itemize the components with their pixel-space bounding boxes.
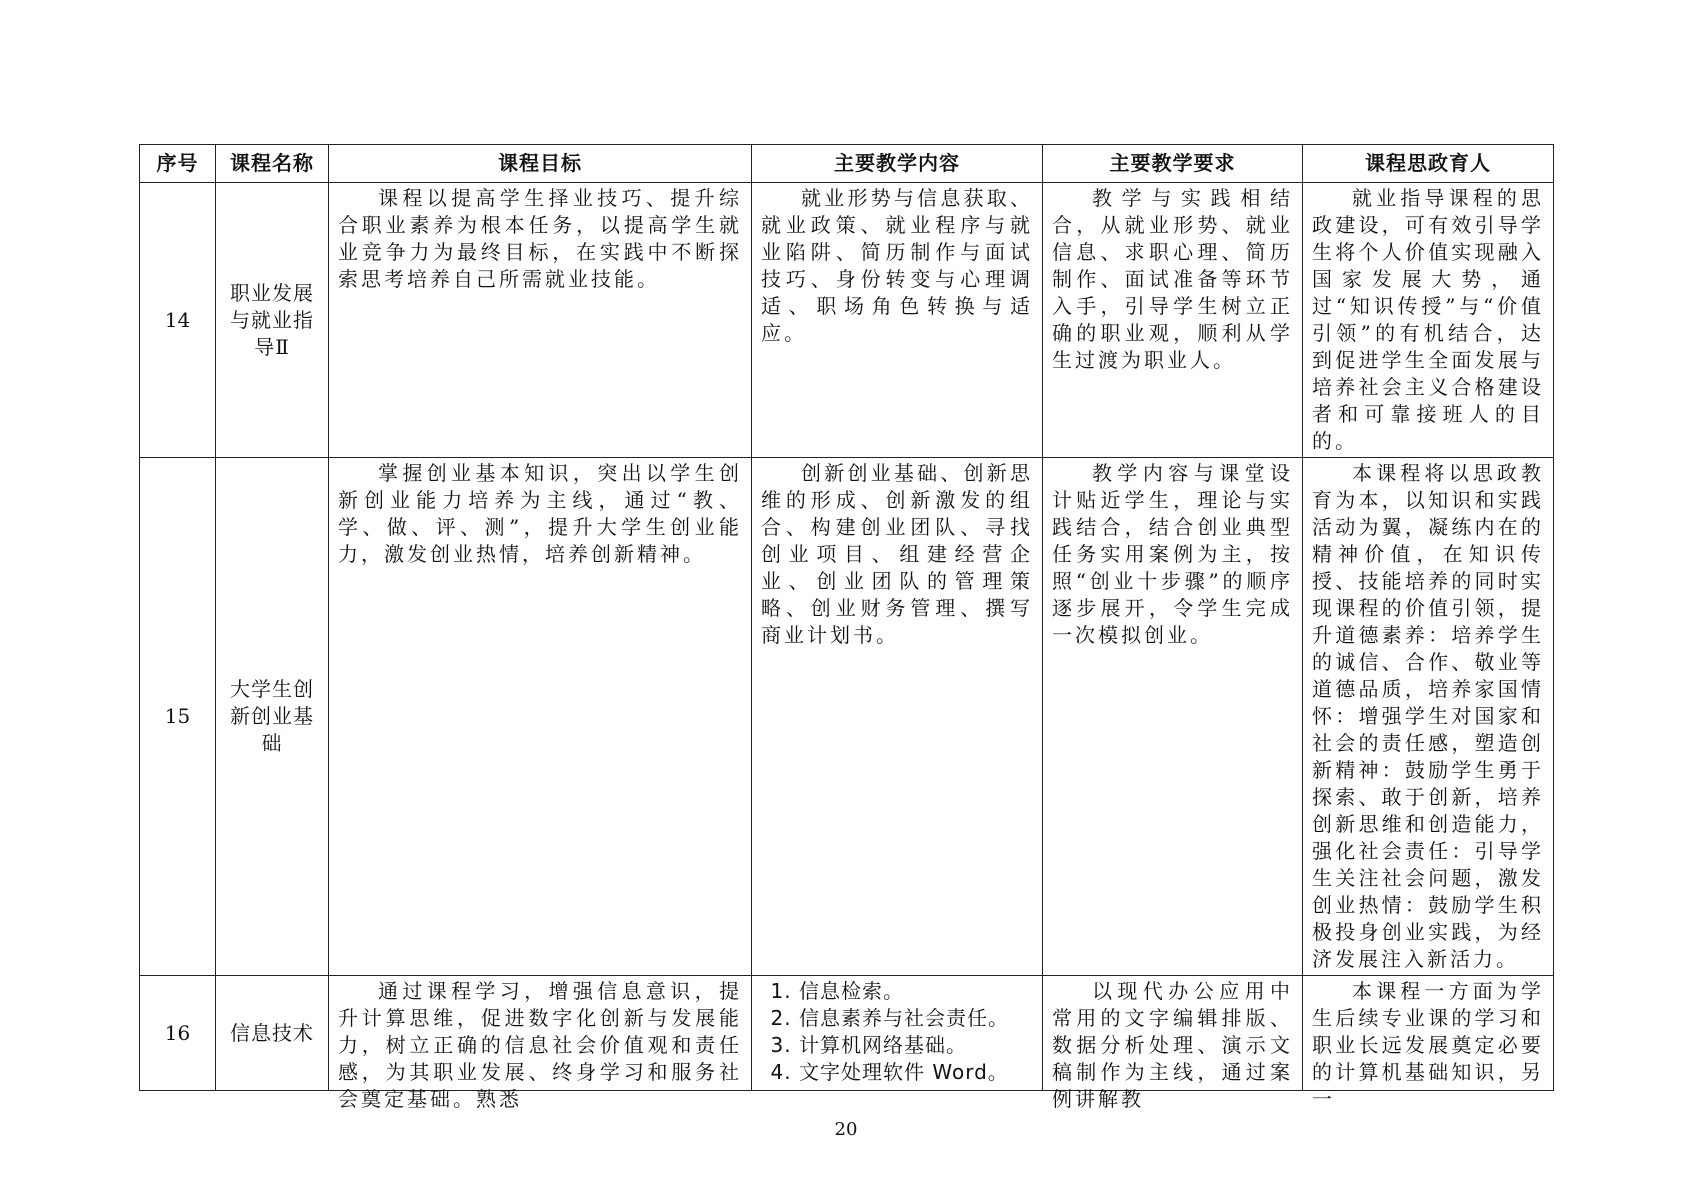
document-sheet: [139, 144, 1553, 1141]
header-num: 序号: [140, 145, 216, 183]
list-item: 2. 信息素养与社会责任。: [799, 1005, 1033, 1032]
course-name: 大学生创新创业基础: [216, 458, 329, 976]
course-name: 信息技术: [216, 976, 329, 1091]
header-goal: 课程目标: [329, 145, 752, 183]
course-goal-cell: [329, 976, 752, 1111]
course-ideology: 本课程将以思政教育为本，以知识和实践活动为翼，凝练内在的精神价值，在知识传授、技能培养的同时实现课程的价值引领，提升道德素养：培养学生的诚信、合作、敬业等道德品质，培养家国情怀：增强学生对国家和社会的责任感，塑造创新精神：鼓励学生勇于探索、敢于创新，培养创新思维和创造能力，强化社会责任：引导学生关注社会问题，激发创业热情：鼓励学生积极投身创业实践，为经济发展注入新活力。: [1303, 458, 1554, 976]
header-name: 课程名称: [216, 145, 329, 183]
table-row: [140, 458, 1554, 976]
table-row: [140, 183, 1554, 458]
course-goal: 掌握创业基本知识，突出以学生创新创业能力培养为主线，通过“教、学、做、评、测”，提升大学生创业能力，激发创业热情，培养创新精神。: [329, 458, 752, 976]
page-number: 20: [834, 1119, 858, 1140]
row-num: 15: [140, 458, 216, 976]
course-name: 职业发展与就业指导Ⅱ: [216, 183, 329, 458]
course-goal: 课程以提高学生择业技巧、提升综合职业素养为根本任务，以提高学生就业竞争力为最终目标，在实践中不断探索思考培养自己所需就业技能。: [329, 183, 752, 458]
course-table: [139, 144, 1554, 1111]
course-content: 创新创业基础、创新思维的形成、创新激发的组合、构建创业团队、寻找创业项目、组建经营企业、创业团队的管理策略、创业财务管理、撰写商业计划书。: [752, 458, 1043, 976]
header-content: 主要教学内容: [752, 145, 1043, 183]
course-ideology-cell: [1303, 976, 1554, 1111]
list-item: 4. 文字处理软件 Word。: [799, 1059, 1033, 1086]
course-content: 就业形势与信息获取、就业政策、就业程序与就业陷阱、简历制作与面试技巧、身份转变与心理调适、职场角色转换与适应。: [752, 183, 1043, 458]
header-ideology: 课程思政育人: [1303, 145, 1554, 183]
table-header-row: [140, 145, 1554, 183]
course-requirement: 教学与实践相结合，从就业形势、就业信息、求职心理、简历制作、面试准备等环节入手，引导学生树立正确的职业观，顺利从学生过渡为职业人。: [1043, 183, 1303, 458]
row-num: 16: [140, 976, 216, 1091]
content-list: [761, 978, 1033, 1086]
course-ideology: 本课程一方面为学生后续专业课的学习和职业长远发展奠定必要的计算机基础知识，另一: [1312, 979, 1544, 1111]
row-num: 14: [140, 183, 216, 458]
list-item: 1. 信息检索。: [799, 978, 1033, 1005]
list-item: 3. 计算机网络基础。: [799, 1032, 1033, 1059]
header-requirement: 主要教学要求: [1043, 145, 1303, 183]
course-requirement-cell: [1043, 976, 1303, 1111]
course-ideology: 就业指导课程的思政建设，可有效引导学生将个人价值实现融入国家发展大势，通过“知识传授”与“价值引领”的有机结合，达到促进学生全面发展与培养社会主义合格建设者和可靠接班人的目的。: [1303, 183, 1554, 458]
course-goal: 通过课程学习，增强信息意识，提升计算思维，促进数字化创新与发展能力，树立正确的信息社会价值观和责任感，为其职业发展、终身学习和服务社会奠定基础。熟悉: [338, 979, 742, 1111]
course-requirement: 教学内容与课堂设计贴近学生，理论与实践结合，结合创业典型任务实用案例为主，按照“创业十步骤”的顺序逐步展开，令学生完成一次模拟创业。: [1043, 458, 1303, 976]
table-row: [140, 976, 1554, 1091]
course-content-cell: [752, 976, 1043, 1091]
course-requirement: 以现代办公应用中常用的文字编辑排版、数据分析处理、演示文稿制作为主线，通过案例讲解教: [1052, 979, 1293, 1111]
